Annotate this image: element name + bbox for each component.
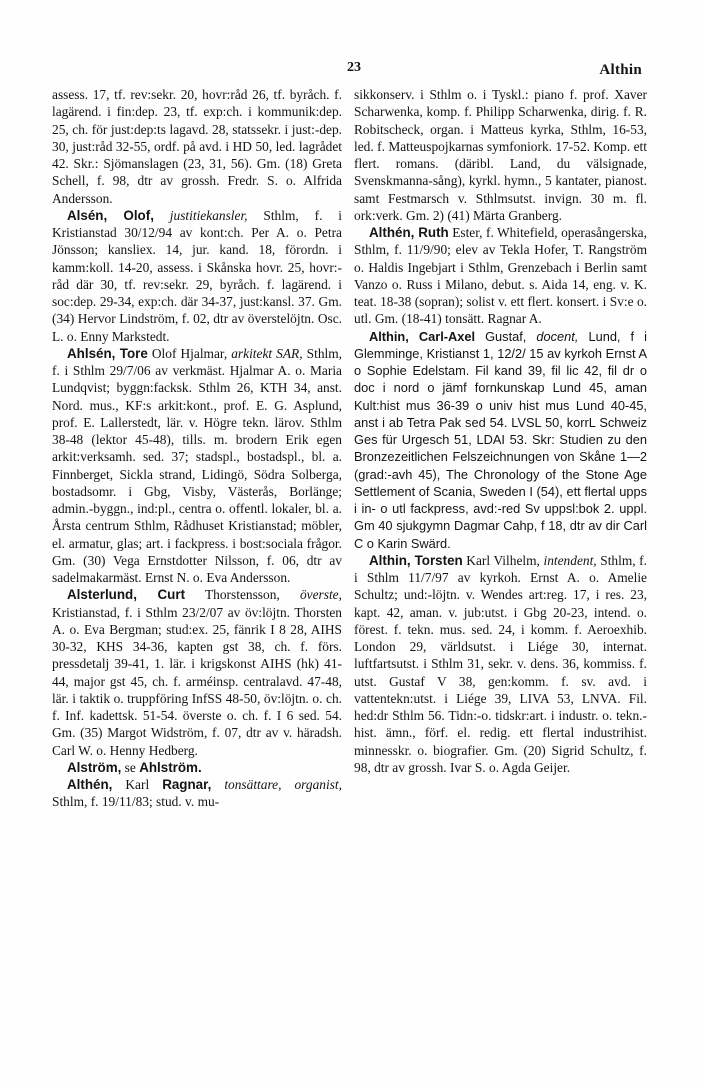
right-column [354,86,647,776]
entry-crossref-target: Ahlström. [139,759,202,775]
entry-given-names: Olof Hjalmar, [147,345,228,361]
entry-body: f. Whitefield, operasångerska, Sthlm, f. 11/9/90; elev av Tekla Hofer, T. Rangström o. Haldis Ingebjart i Sthlm, Grenzebach i Berlin samt Vanzo o. Russ i Milano, debut. s. Aida 14, eng. v. K. teat. 18-38 (sopran); solist v. ett flert. konsert. i Sv:e o. utl. Gm. (18-41) tonsätt. Ragnar A. [354,225,647,327]
entry-name: Althén, Ruth [369,225,449,240]
entry-given-names: Thorstensson, [185,587,280,603]
entry-body: Kristianstad, f. i Sthlm 23/2/07 av öv:löjtn. Thorsten A. o. Eva Bergman; stud:ex. 25, fänrik I 8 28, AIHS 30-32, KHS 34-36, kapten gst 38, ch. f. förs. pressdetalj 39-41, 1. lär. i krigskonst AIHS (hk) 41-44, major gst 45, ch. f. arméinsp. centralavd. 47-48, lär. i taktik o. truppföring InfSS 48-50, öv:löjtn. o. ch. f. Inf. kadettsk. 51-54. överste o. ch. f. I 6 sed. 54. Gm. (35) Margot Widström, f. 07, dtr av v. häradsh. Carl W. o. Henny Hedberg. [52,604,342,758]
entry-body: Sthlm, f. i Sthlm 11/7/97 av kyrkoh. Ernst A. o. Amelie Schultz; und:-löjtn. v. Wendes art:reg. 17, i res. 23, kapt. 42, aman. v. jub:utst. i Gbg 20-23, intend. o. förest. f. tekn. mus. sed. 24, i komm. f. Aeroexhib. London 29, världsutst. i Liége 30, internat. luftfartsutst. i Sthlm 31, sekr. v. dens. 36, kommiss. f. utst. Gustaf V 38, gen:komm. f. sv. avd. i vattentekn:utst. i Liége 39, LIVA 53, LNVA. Fil. hed:dr Sthlm 56. Tidn:-o. tidskr:art. i industr. o. tekn.-hist. ämn., förf. el. redig. ett flertal industrihist. minnesskr. o. biografier. Gm. (20) Sigrid Schultz, f. 98, dtr av grossh. Ivar S. o. Agda Geijer. [354,552,647,775]
entry-name-part: Ragnar, [162,777,212,792]
running-head: Althin [599,62,642,78]
entry-given-names: Gustaf, [475,328,527,344]
entry-name: Alström, [67,759,122,775]
entry-body: assess. 17, tf. rev:sekr. 20, hovr:råd 26, tf. byråch. f. lagärend. i fin:dep. 23, tf. exp:ch. i kommunik:dep. 25, ch. för just:dep:ts lagavd. 28, statssekr. i just:-dep. 30, just:råd 32-55, ordf. på avd. i HD 50, led. lagrådet 42. Skr.: Sjömanslagen (23, 31, 56). Gm. (18) Greta Schell, f. 98, dtr av grossh. Fredr. S. o. Alfrida Andersson. [52,87,342,206]
entry-given-names: Karl Vilhelm, [462,552,540,568]
entry-given-names: Ester, [448,225,483,240]
entry-name: Althén, [67,777,113,792]
entry-title: docent, [536,328,579,344]
entry-name: Althin, Carl-Axel [369,328,476,344]
entry-title: tonsättare, organist, [224,777,342,792]
entry-body: Sthlm, f. i Sthlm 29/7/06 av verkmäst. Hjalmar A. o. Maria Lundqvist; byggn:facksk. Sthlm 26, KTH 34, anst. Nord. mus., KF:s arkit:kont., prof. E. G. Asplund, prof. E. Lallerstedt, lär. v. Högre tekn. lärov. Sthlm 38-48 (lektor 45-48), tills. m. brodern Erik egen arkit:verksamh. sed. 37; stadspl., bostadspl., bl. a. Finnberget, Sickla strand, Lidingö, Södra Solberga, bostadsomr. i Gbg, Visby, Västerås, Borlänge; admin.-byggn., ind:pl., centra o. offentl. lokaler, bl. a. Årsta centrum Sthlm, Rådhuset Kristianstad; möbler, el. armatur, glas; art. i fackpress. i bost:sociala frågor. Gm. (30) Vega Ernstdotter Nilsson, f. 06, dtr av sadelmakarmäst. Ernst N. o. Eva Andersson. [52,345,342,585]
entry-alstrom-crossref [52,759,342,776]
page-number: 23 [347,60,361,75]
entry-ahlsen-tore [52,345,342,587]
entry-title: justitiekansler, [169,207,248,223]
left-column [52,86,342,811]
entry-title: överste, [299,587,342,603]
entry-continuation [52,86,342,207]
entry-name: Ahlsén, Tore [67,345,148,361]
entry-althin-carl-axel [354,328,647,552]
entry-continuation [354,86,647,224]
entry-body: sikkonserv. i Sthlm o. i Tyskl.: piano f. prof. Xaver Scharwenka, komp. f. Philipp Scharwenka, dirig. f. R. Robitscheck, organ. i Matteus kyrka, Sthlm, 16-53, led. f. Matteuspojkarnas symfoniork. 17-52. Komp. ett flert. romans. (däribl. Land, du välsignade, Svenskmanna-sång), kyrkl. hymn., 5 kantater, pianost. samt Festmarsch v. Sthlmsutst. invign. 30 m. fl. ork:verk. Gm. 2) (41) Märta Granberg. [354,87,647,223]
entry-althin-torsten [354,552,647,776]
entry-name: Alsén, Olof, [67,207,154,223]
entry-given-names: Karl [112,777,163,792]
entry-name: Alsterlund, Curt [67,587,186,603]
entry-althen-karl-ragnar [52,776,342,811]
entry-alsen-olof [52,207,342,345]
entry-alsterlund-curt [52,586,342,759]
entry-title: intendent, [543,552,597,568]
entry-althen-ruth [354,224,647,328]
entry-body: Sthlm, f. i Kristianstad 30/12/94 av kont:ch. Per A. o. Petra Jönsson; kansliex. 14, jur. kand. 18, förordn. i kamm:koll. 14-20, assess. i Skånska hovr. 25, hovr:-råd där 30, tf. rev:sekr. 29, byråch. f. lagärend. i soc:dep. 29-34, exp:ch. där 34-37, just:kansl. 37. Gm. (34) Hervor Lindström, f. 02, dtr av överstelöjtn. Osc. L. o. Enny Markstedt. [52,207,342,344]
entry-title: arkitekt SAR, [231,345,303,361]
entry-body: Lund, f i Glemminge, Kristianst 1, 12/2/ 15 av kyrkoh Ernst A o Sophie Edelstam. Fil kand 39, fil lic 42, fil dr o doc i nord o jämf fornkunskap Lund 45, aman Kult:hist mus 36-39 o univ hist mus Lund 40-45, anst i ab Tetra Pak sed 54. LVSL 50, korrL Schweiz Ges für Urgesch 51, LDAI 53. Skr: Studien zu den Bronzezeitlichen Felszeichnungen von Skåne 1—2 (grad:-avh 45), The Chronology of the Stone Age Settlement of Scania, Sweden I (54), ett flertal upps i in- o utl fackpress, avd:-red Sv uppsl:bok 2. uppl. Gm 40 sjukgymn Dagmar Cahp, f 18, dtr av dir Carl C o Karin Swärd. [354,328,647,551]
entry-body: Sthlm, f. 19/11/83; stud. v. mu- [52,794,220,810]
entry-see: se [121,759,140,775]
entry-name: Althin, Torsten [369,552,463,568]
